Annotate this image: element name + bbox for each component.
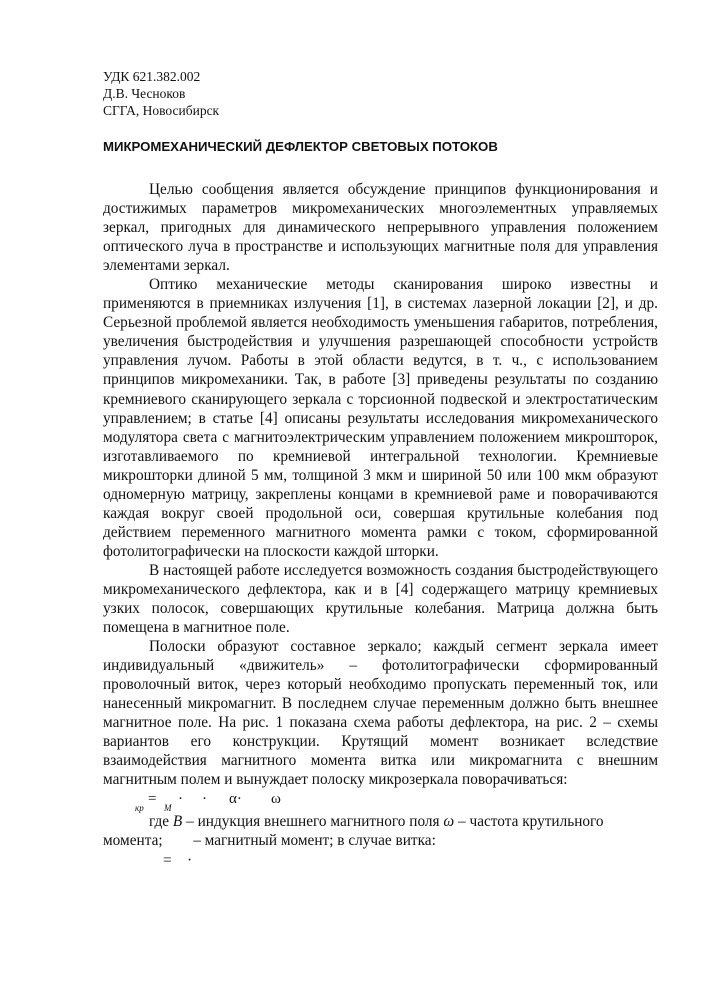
formula-dot-1: ·	[178, 790, 183, 807]
formula-alpha: α·	[229, 790, 242, 807]
paragraph-2: Оптико механические методы сканирования широко известны и применяются в приемниках излучения [1], в системах лазерной локации [2], и др. Серьезной проблемой является необходимость уменьшения габаритов, потребления, увеличения быстродействия и улучшения разрешающей способности устройств управления лучом. Работы в этой области ведутся, в т. ч., с использованием принципов микромеханики. Так, в работе [3] приведены результаты по созданию кремниевого сканирующего зеркала с торсионной подвеской и электростатическим управлением; в статье [4] описаны результаты исследования микромеханического модулятора света с магнитоэлектрическим управлением положением микрошторок, изготавливаемого по кремниевой интегральной технологии. Кремниевые микрошторки длиной 5 мм, толщиной 3 мкм и шириной 50 или 100 мкм образуют одномерную матрицу, закреплены концами в кремниевой раме и поворачиваются каждая вокруг своей продольной оси, совершая крутильные колебания под действием переменного магнитного момента рамки с током, сформированной фотолитографически на плоскости каждой шторки.	[103, 276, 658, 560]
formula-equals: =	[148, 790, 157, 807]
paragraph-4: Полоски образуют составное зеркало; каждый сегмент зеркала имеет индивидуальный «движитель» – фотолитографически сформированный проволочный виток, через который необходимо пропускать переменный ток, или нанесенный микромагнит. В последнем случае переменным должно быть внешнее магнитное поле. На рис. 1 показана схема работы дефлектора, на рис. 2 – схемы вариантов его конструкции. Крутящий момент возникает вследствие взаимодействия магнитного момента витка или микромагнита с внешним магнитным полем и вынуждает полоску микрозеркала поворачиваться:	[103, 638, 658, 789]
author-name: Д.В. Чесноков	[103, 86, 186, 101]
formula2-dot: ·	[187, 851, 193, 869]
torque-formula	[103, 790, 658, 812]
moment-formula	[103, 850, 658, 870]
body-text	[103, 180, 658, 870]
where-b-symbol: B	[172, 812, 183, 830]
formula-omega: ω	[271, 790, 281, 807]
affiliation: СГГА, Новосибирск	[103, 103, 220, 118]
formula2-equals: =	[163, 851, 172, 869]
formula-dot-2: ·	[202, 790, 207, 807]
udc-code: УДК 621.382.002	[103, 69, 201, 84]
formula-sub-kr: кр	[135, 802, 144, 813]
where-line-2: момента; – магнитный момент; в случае витка:	[103, 831, 436, 849]
paper-title: МИКРОМЕХАНИЧЕСКИЙ ДЕФЛЕКТОР СВЕТОВЫХ ПОТОКОВ	[103, 139, 498, 154]
where-line-1	[103, 812, 658, 831]
paragraph-3: В настоящей работе исследуется возможность создания быстродействующего микромеханического дефлектора, как и в [4] содержащего матрицу кремниевых узких полосок, совершающих крутильные колебания. Матрица должна быть помещена в магнитное поле.	[103, 561, 658, 637]
where-frequency-text: – частота крутильного	[454, 812, 604, 830]
where-prefix: где	[149, 812, 173, 830]
where-omega-symbol: ω	[443, 812, 455, 830]
formula-sub-m: M	[164, 802, 172, 813]
paragraph-1: Целью сообщения является обсуждение принципов функционирования и достижимых параметров микромеханических многоэлементных управляемых зеркал, пригодных для динамического непрерывного управления положением оптического луча в пространстве и использующих магнитные поля для управления элементами зеркал.	[103, 181, 658, 275]
where-induction-text: – индукция внешнего магнитного поля	[182, 812, 444, 830]
